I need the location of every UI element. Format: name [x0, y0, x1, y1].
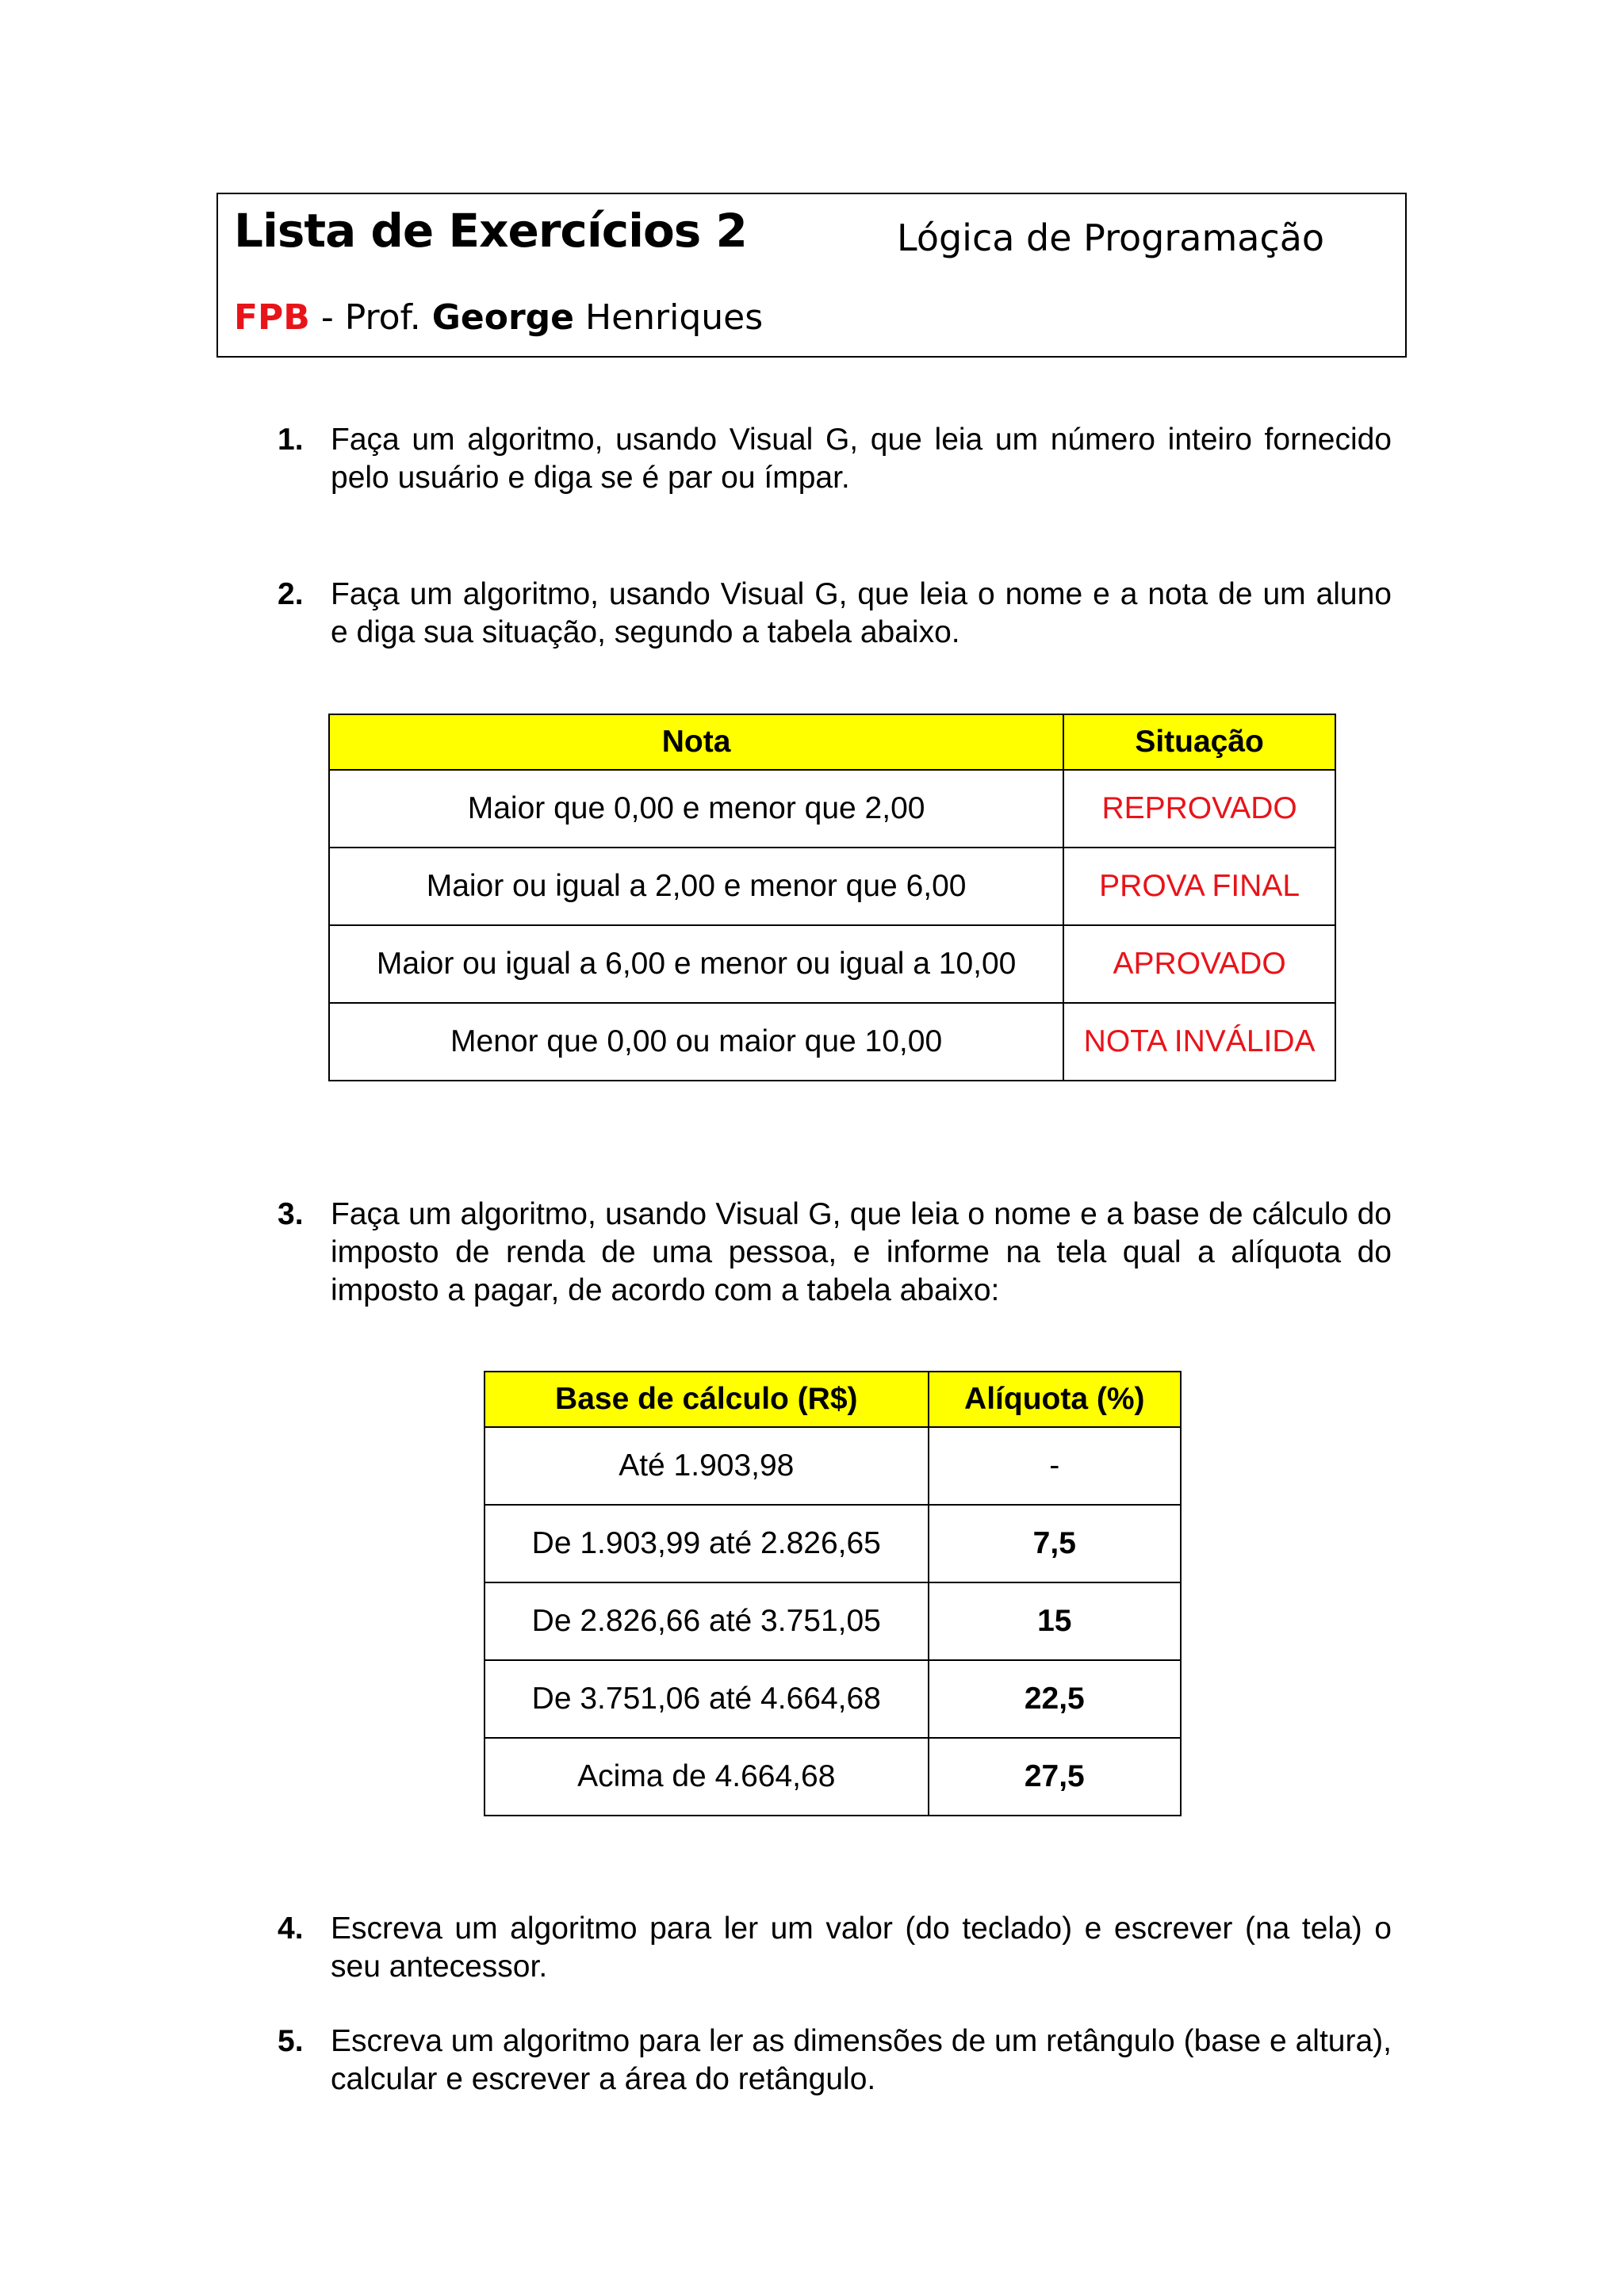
table-row: [485, 1660, 1181, 1738]
column-header-base: Base de cálculo (R$): [485, 1372, 929, 1427]
tax-base-cell: De 2.826,66 até 3.751,05: [485, 1582, 929, 1660]
exercise-number: 4.: [278, 1911, 304, 1946]
exercise-4: [278, 1910, 1392, 1986]
table-row: [485, 1505, 1181, 1582]
grade-range-cell: Maior que 0,00 e menor que 2,00: [329, 770, 1063, 848]
tax-rate-cell: 27,5: [929, 1738, 1181, 1816]
table-row: [485, 1738, 1181, 1816]
teacher-last-name: Henriques: [574, 297, 764, 338]
exercise-1: [278, 421, 1392, 497]
tax-base-cell: De 1.903,99 até 2.826,65: [485, 1505, 929, 1582]
tax-base-cell: De 3.751,06 até 4.664,68: [485, 1660, 929, 1738]
exercise-2: [278, 576, 1392, 652]
subject-label: Lógica de Programação: [897, 216, 1325, 259]
table-header-row: [485, 1372, 1181, 1427]
table-header-row: [329, 714, 1335, 770]
exercise-number: 3.: [278, 1197, 304, 1231]
tax-rate-cell: 15: [929, 1582, 1181, 1660]
table-row: [329, 1003, 1335, 1081]
teacher-first-name: George: [431, 297, 574, 338]
table-row: [485, 1427, 1181, 1505]
column-header-nota: Nota: [329, 714, 1063, 770]
exercise-text: Escreva um algoritmo para ler um valor (do teclado) e escrever (na tela) o seu antecessor.: [331, 1911, 1392, 1984]
tax-rate-cell: 22,5: [929, 1660, 1181, 1738]
exercise-5: [278, 2022, 1392, 2099]
exercise-3: [278, 1196, 1392, 1310]
table-row: [485, 1582, 1181, 1660]
table-row: [329, 925, 1335, 1003]
grade-range-cell: Maior ou igual a 2,00 e menor que 6,00: [329, 848, 1063, 925]
tax-rate-cell: -: [929, 1427, 1181, 1505]
exercise-number: 5.: [278, 2024, 304, 2058]
exercise-text: Faça um algoritmo, usando Visual G, que leia um número inteiro fornecido pelo usuário e diga se é par ou ímpar.: [331, 423, 1392, 495]
exercise-number: 2.: [278, 577, 304, 611]
grades-table: [328, 714, 1336, 1081]
status-cell: PROVA FINAL: [1063, 848, 1335, 925]
exercise-number: 1.: [278, 423, 304, 457]
institution-label: FPB: [234, 297, 310, 338]
author-line: [234, 297, 763, 338]
tax-table: [484, 1371, 1182, 1816]
status-cell: REPROVADO: [1063, 770, 1335, 848]
grade-range-cell: Menor que 0,00 ou maior que 10,00: [329, 1003, 1063, 1081]
tax-rate-cell: 7,5: [929, 1505, 1181, 1582]
exercise-text: Faça um algoritmo, usando Visual G, que leia o nome e a base de cálculo do imposto de renda de uma pessoa, e informe na tela qual a alíquota do imposto a pagar, de acordo com a tabela abaixo:: [331, 1197, 1392, 1307]
status-cell: APROVADO: [1063, 925, 1335, 1003]
exercise-text: Escreva um algoritmo para ler as dimensões de um retângulo (base e altura), calcular e escrever a área do retângulo.: [331, 2024, 1392, 2096]
document-header: [216, 193, 1407, 358]
table-row: [329, 848, 1335, 925]
tax-base-cell: Até 1.903,98: [485, 1427, 929, 1505]
status-cell: NOTA INVÁLIDA: [1063, 1003, 1335, 1081]
document-title: Lista de Exercícios 2: [234, 204, 747, 258]
author-separator: - Prof.: [309, 297, 432, 338]
column-header-aliquota: Alíquota (%): [929, 1372, 1181, 1427]
grade-range-cell: Maior ou igual a 6,00 e menor ou igual a 10,00: [329, 925, 1063, 1003]
table-row: [329, 770, 1335, 848]
exercise-text: Faça um algoritmo, usando Visual G, que leia o nome e a nota de um aluno e diga sua situação, segundo a tabela abaixo.: [331, 577, 1392, 649]
column-header-situacao: Situação: [1063, 714, 1335, 770]
tax-base-cell: Acima de 4.664,68: [485, 1738, 929, 1816]
